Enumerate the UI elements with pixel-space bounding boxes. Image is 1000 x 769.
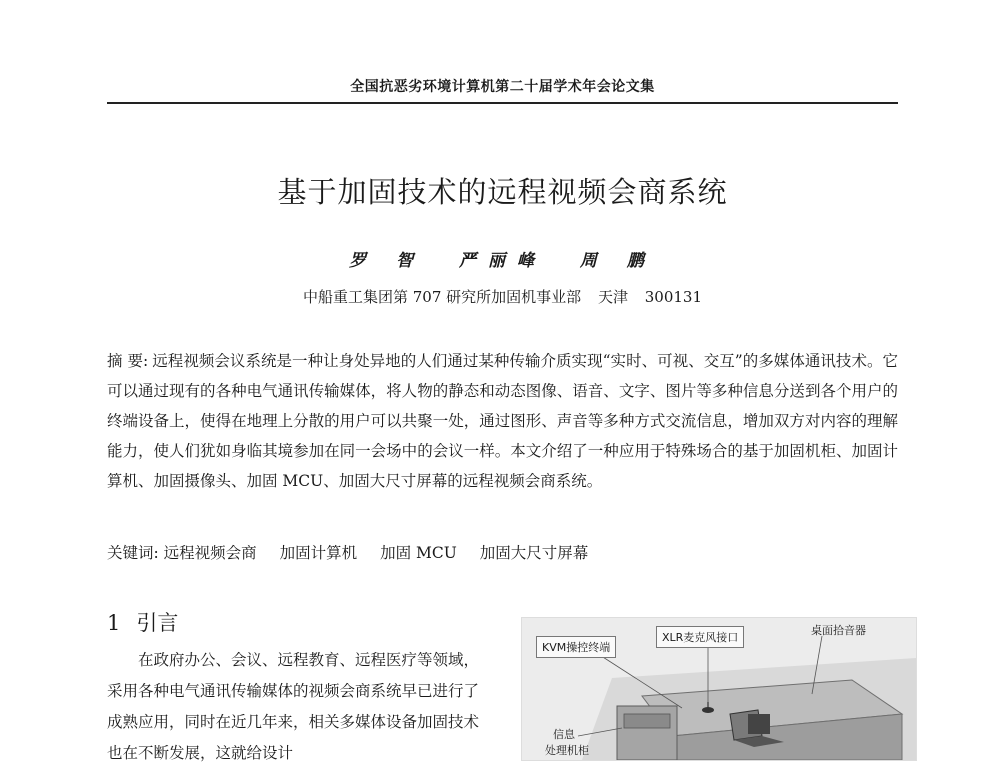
header-rule [107,102,898,104]
author-2: 严丽峰 [459,251,546,271]
keyword-2: 加固计算机 [279,544,358,562]
paper-title: 基于加固技术的远程视频会商系统 [277,175,728,209]
affiliation-postcode: 300131 [644,288,702,306]
figure-label-mic: 桌面拾音器 [811,624,866,637]
figure-label-cabinet: 处理机柜 [545,744,589,757]
keyword-1: 远程视频会商 [163,544,257,562]
affiliation [107,286,898,307]
author-3: 周 鹏 [579,251,656,271]
section-1-title: 引言 [136,611,179,635]
section-1-body: 在政府办公、会议、远程教育、远程医疗等领域，采用各种电气通讯传输媒体的视频会商系统早已进行了成熟应用，同时在近几年来，相关多媒体设备加固技术也在不断发展，这就给设计 [107,651,480,762]
keywords-label: 关键词: [107,544,159,562]
abstract-label: 摘 要: [107,352,149,370]
keyword-4: 加固大尺寸屏幕 [479,544,589,562]
running-header: 全国抗恶劣环境计算机第二十届学术年会论文集 [350,79,655,95]
section-1-heading [107,607,178,637]
keyword-3: 加固 MCU [380,544,457,562]
figure-label-kvm: KVM操控终端 [536,636,616,658]
abstract-text: 远程视频会议系统是一种让身处异地的人们通过某种传输介质实现“实时、可视、交互”的多媒体通讯技术。它可以通过现有的各种电气通讯传输媒体，将人物的静态和动态图像、语音、文字、图片等多种信息分送到各个用户的终端设备上，使得在地理上分散的用户可以共聚一处，通过图形、声音等多种方式交流信息，增加双方对内容的理解能力，使人们犹如身临其境参加在同一会场中的会议一样。本文介绍了一种应用于特殊场合的基于加固机柜、加固计算机、加固摄像头、加固 MCU、加固大尺寸屏幕的远程视频会商系统。 [107,352,899,490]
cabinet-drawer [624,714,670,728]
abstract [107,346,898,496]
figure-label-xlr: XLR麦克风接口 [656,626,744,648]
affiliation-city: 天津 [597,288,628,306]
affiliation-org: 中船重工集团第 707 研究所加固机事业部 [302,288,582,306]
figure-label-info: 信息 [553,728,575,741]
monitor [748,714,770,734]
author-1: 罗 智 [349,251,426,271]
system-figure [521,617,917,761]
section-1-number: 1 [107,611,121,635]
keywords [107,540,898,566]
author-list [107,246,898,271]
